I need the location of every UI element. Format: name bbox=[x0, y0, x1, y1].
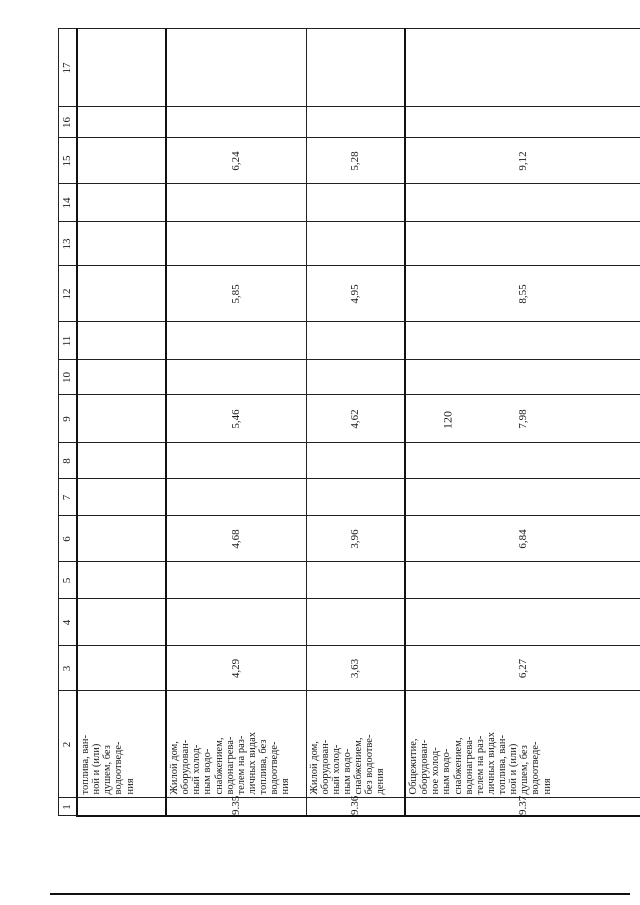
row-description: Жилой дом, оборудован- ный холод- ным водо- снабжением, без водоотве- дения bbox=[306, 691, 405, 798]
table-row bbox=[306, 29, 405, 816]
value-cell-col-12: 4,95 bbox=[306, 266, 405, 322]
value-cell-col-3: 3,63 bbox=[306, 646, 405, 691]
value-cell-col-6 bbox=[77, 516, 166, 562]
bottom-rule bbox=[50, 893, 630, 895]
value-cell-col-10 bbox=[306, 360, 405, 395]
value-cell-col-5 bbox=[306, 562, 405, 599]
column-header-row bbox=[59, 29, 78, 816]
value-cell-col-5 bbox=[77, 562, 166, 599]
value-cell-col-8 bbox=[405, 443, 640, 479]
value-cell-col-9 bbox=[77, 395, 166, 443]
value-cell-col-15: 5,28 bbox=[306, 138, 405, 184]
row-description: Жилой дом, оборудован- ный холод- ным водо- снабжением, водонагрева- телем на раз- личных видах топлива, без водоотведе- ния bbox=[166, 691, 306, 798]
table-row bbox=[405, 29, 640, 816]
value-cell-col-14 bbox=[166, 184, 306, 222]
value-cell-col-6: 6,84 bbox=[405, 516, 640, 562]
value-cell-col-17 bbox=[405, 29, 640, 107]
row-number bbox=[77, 798, 166, 816]
value-cell-col-9: 4,62 bbox=[306, 395, 405, 443]
value-cell-col-14 bbox=[306, 184, 405, 222]
value-cell-col-10 bbox=[77, 360, 166, 395]
value-cell-col-4 bbox=[306, 599, 405, 646]
column-header-10: 10 bbox=[59, 360, 78, 395]
column-header-11: 11 bbox=[59, 322, 78, 360]
value-cell-col-16 bbox=[166, 107, 306, 138]
value-cell-col-3: 4,29 bbox=[166, 646, 306, 691]
column-header-15: 15 bbox=[59, 138, 78, 184]
tariff-table bbox=[58, 29, 640, 818]
column-header-4: 4 bbox=[59, 599, 78, 646]
value-cell-col-13 bbox=[77, 222, 166, 266]
column-header-17: 17 bbox=[59, 29, 78, 107]
value-cell-col-8 bbox=[306, 443, 405, 479]
row-number: 9.36 bbox=[306, 798, 405, 816]
column-header-16: 16 bbox=[59, 107, 78, 138]
column-header-1: 1 bbox=[59, 798, 78, 816]
column-header-6: 6 bbox=[59, 516, 78, 562]
page-number: 120 bbox=[440, 411, 455, 429]
value-cell-col-6: 4,68 bbox=[166, 516, 306, 562]
column-header-8: 8 bbox=[59, 443, 78, 479]
column-header-7: 7 bbox=[59, 479, 78, 516]
value-cell-col-14 bbox=[405, 184, 640, 222]
table-row bbox=[166, 29, 306, 816]
table-row bbox=[77, 29, 166, 816]
value-cell-col-16 bbox=[405, 107, 640, 138]
value-cell-col-10 bbox=[166, 360, 306, 395]
value-cell-col-15 bbox=[77, 138, 166, 184]
value-cell-col-13 bbox=[405, 222, 640, 266]
value-cell-col-8 bbox=[77, 443, 166, 479]
value-cell-col-16 bbox=[77, 107, 166, 138]
column-header-14: 14 bbox=[59, 184, 78, 222]
value-cell-col-12 bbox=[77, 266, 166, 322]
row-number: 9.37 bbox=[405, 798, 640, 816]
value-cell-col-4 bbox=[166, 599, 306, 646]
value-cell-col-7 bbox=[77, 479, 166, 516]
column-header-9: 9 bbox=[59, 395, 78, 443]
column-header-2: 2 bbox=[59, 691, 78, 798]
value-cell-col-11 bbox=[166, 322, 306, 360]
value-cell-col-9: 5,46 bbox=[166, 395, 306, 443]
value-cell-col-4 bbox=[405, 599, 640, 646]
value-cell-col-3: 6,27 bbox=[405, 646, 640, 691]
row-description: топлива, ван- ной и (или) душем, без водоотведе- ния bbox=[77, 691, 166, 798]
value-cell-col-8 bbox=[166, 443, 306, 479]
value-cell-col-7 bbox=[405, 479, 640, 516]
value-cell-col-10 bbox=[405, 360, 640, 395]
value-cell-col-11 bbox=[77, 322, 166, 360]
value-cell-col-5 bbox=[166, 562, 306, 599]
value-cell-col-15: 6,24 bbox=[166, 138, 306, 184]
row-number: 9.35 bbox=[166, 798, 306, 816]
value-cell-col-12: 8,55 bbox=[405, 266, 640, 322]
value-cell-col-13 bbox=[306, 222, 405, 266]
value-cell-col-17 bbox=[77, 29, 166, 107]
value-cell-col-16 bbox=[306, 107, 405, 138]
value-cell-col-7 bbox=[166, 479, 306, 516]
row-description: Общежитие, оборудован- ное холод- ным водо- снабжением, водонагрева- телем на раз- личных видах топлива, ван- ной и (или) душем, без водоотведе- ния bbox=[405, 691, 640, 798]
value-cell-col-13 bbox=[166, 222, 306, 266]
value-cell-col-9: 7,98 bbox=[405, 395, 640, 443]
value-cell-col-5 bbox=[405, 562, 640, 599]
value-cell-col-15: 9,12 bbox=[405, 138, 640, 184]
value-cell-col-11 bbox=[306, 322, 405, 360]
value-cell-col-12: 5,85 bbox=[166, 266, 306, 322]
value-cell-col-3 bbox=[77, 646, 166, 691]
column-header-12: 12 bbox=[59, 266, 78, 322]
column-header-3: 3 bbox=[59, 646, 78, 691]
column-header-5: 5 bbox=[59, 562, 78, 599]
rotated-table-wrapper bbox=[58, 29, 640, 818]
value-cell-col-14 bbox=[77, 184, 166, 222]
value-cell-col-17 bbox=[166, 29, 306, 107]
value-cell-col-17 bbox=[306, 29, 405, 107]
column-header-13: 13 bbox=[59, 222, 78, 266]
value-cell-col-7 bbox=[306, 479, 405, 516]
value-cell-col-4 bbox=[77, 599, 166, 646]
value-cell-col-11 bbox=[405, 322, 640, 360]
value-cell-col-6: 3,96 bbox=[306, 516, 405, 562]
